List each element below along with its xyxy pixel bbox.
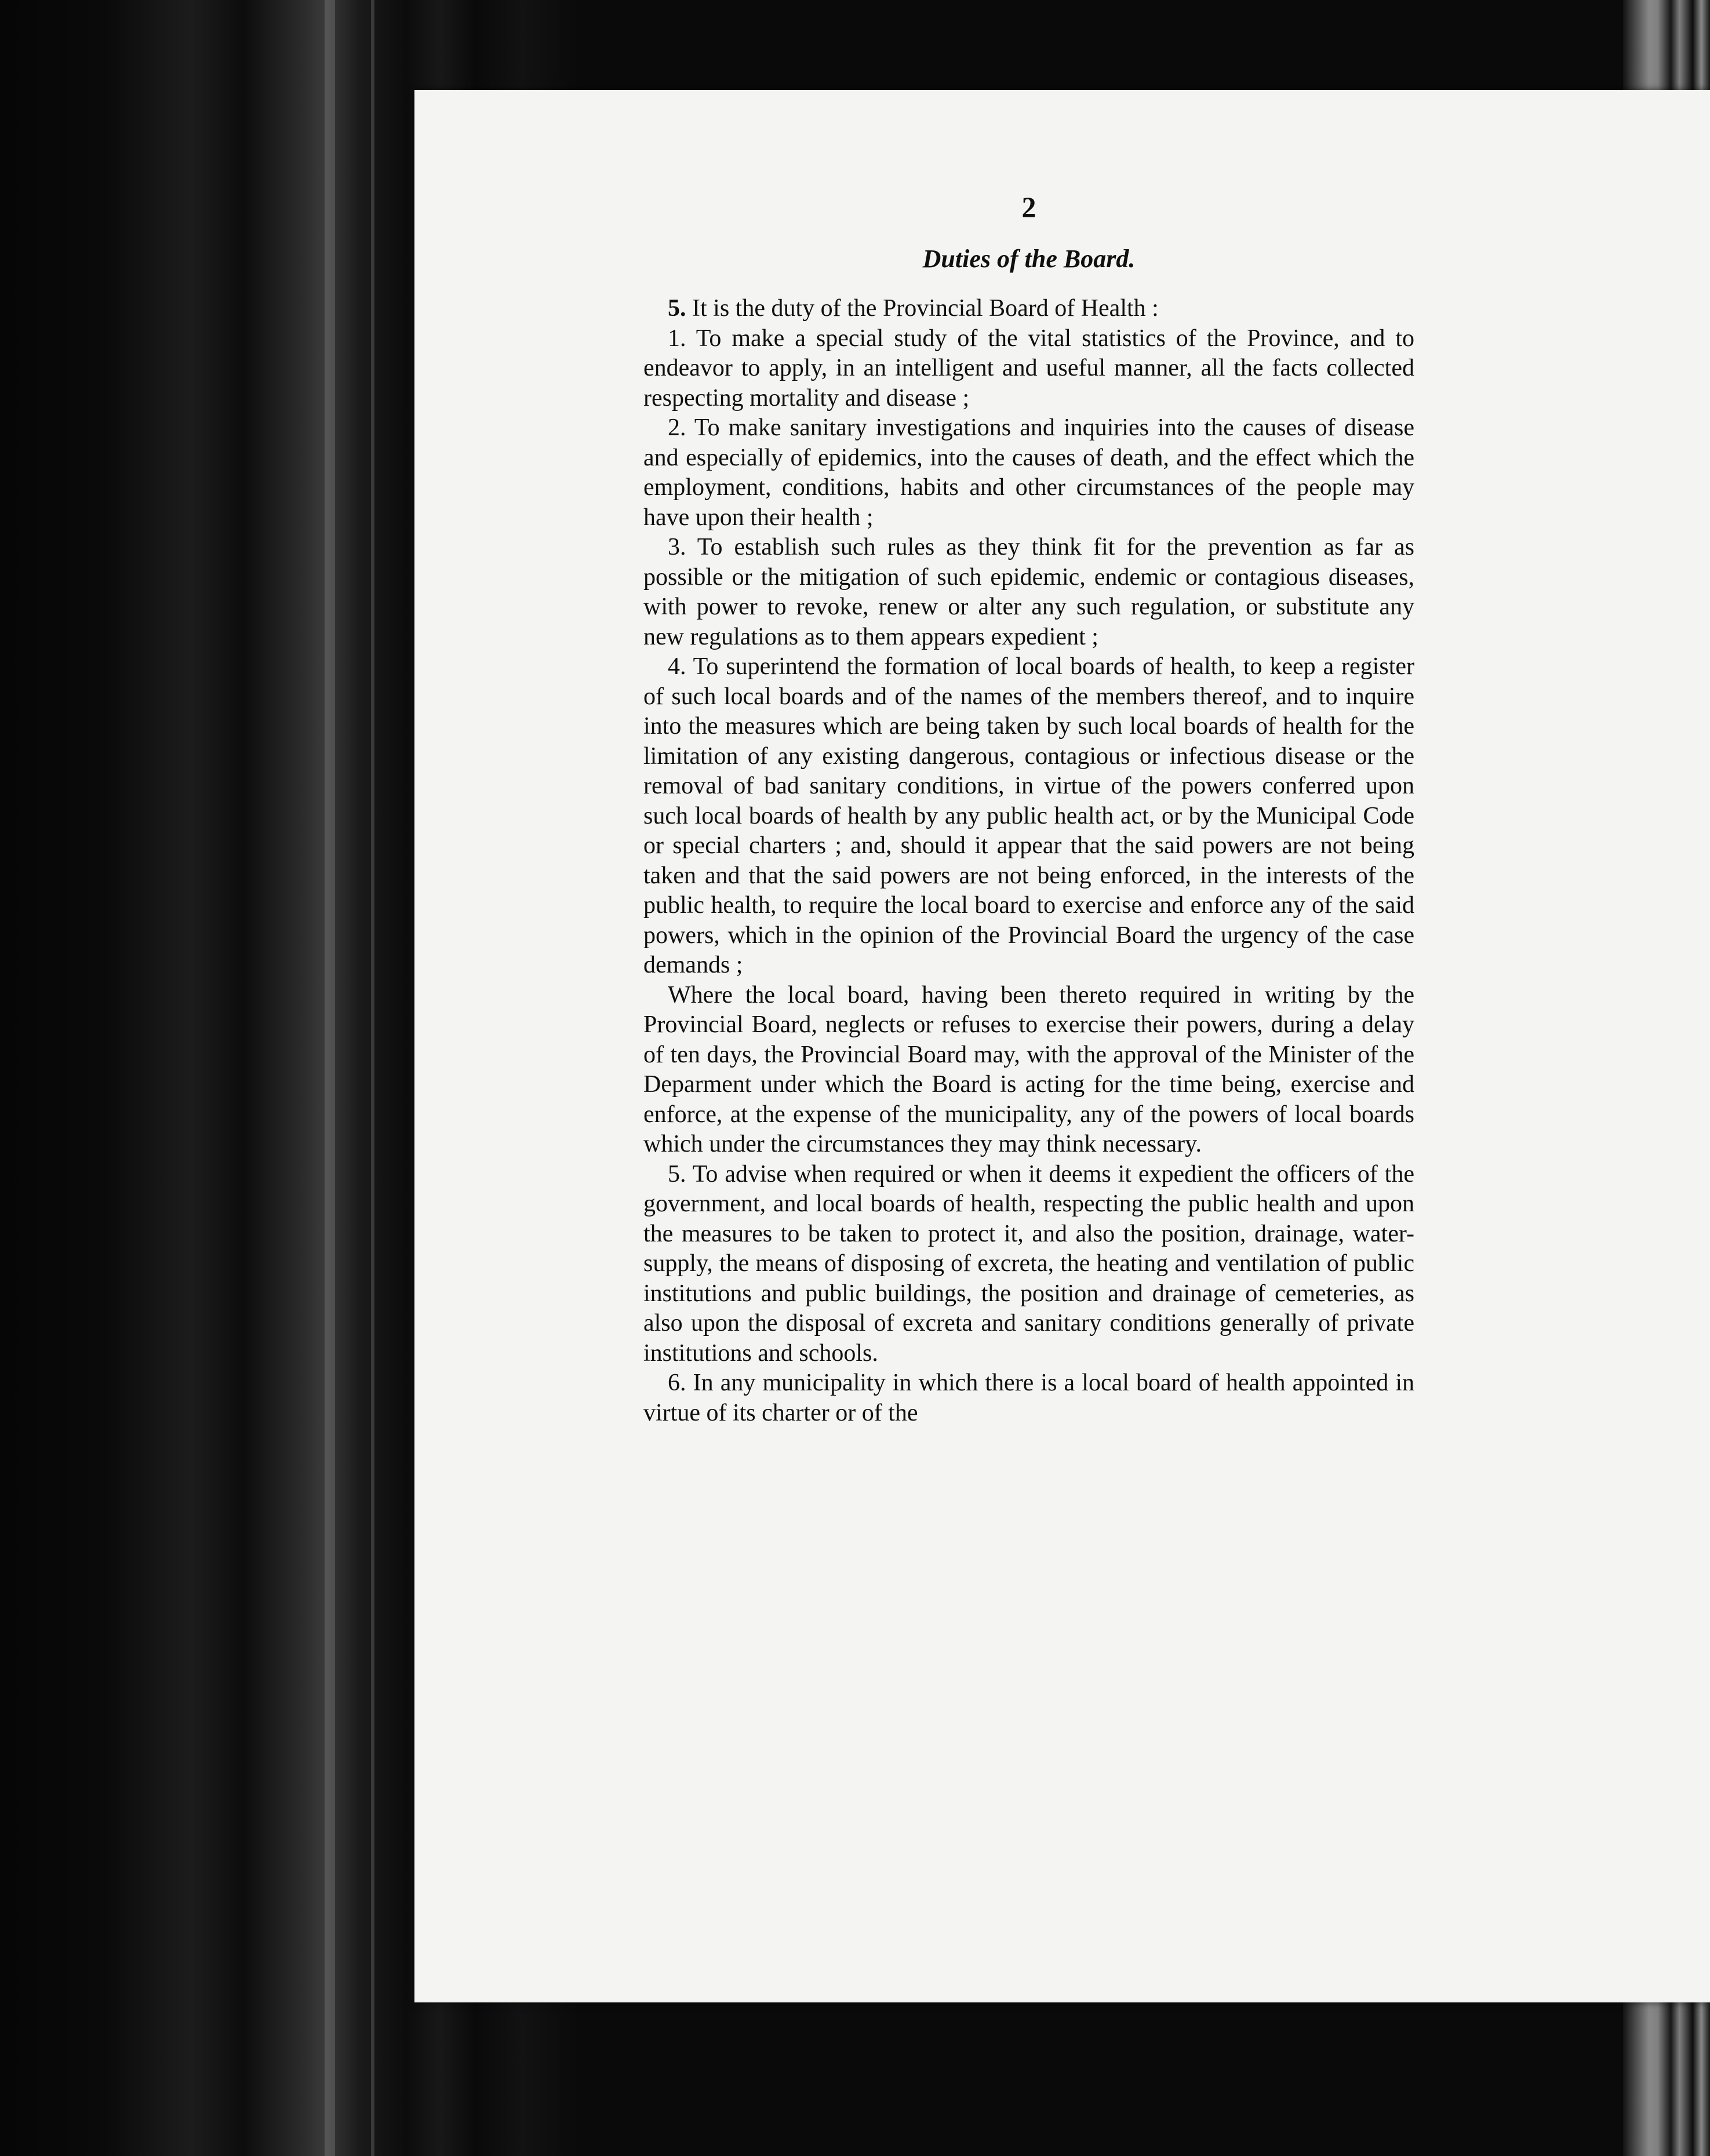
section-title: Duties of the Board. bbox=[922, 245, 1136, 273]
paragraph-text: 4. To superintend the formation of local boards of health, to keep a register of such local boards and of the names of the members thereof, and to inquire into the measures which are being taken by such local boards of health for the limitation of any existing dangerous, contagious or infectious disease or the removal of bad sanitary conditions, in virtue of the powers conferred upon such local boards of health by any public health act, or by the Municipal Code or special charters ; and, should it appear that the said powers are not being taken and that the said powers are not being enforced, in the interests of the public health, to require the local board to exercise and enforce any of the said powers, which in the opinion of the Provincial Board the urgency of the case demands ; bbox=[643, 653, 1414, 978]
paragraph-text: 2. To make sanitary investigations and inquiries into the causes of disease and especially of epidemics, into the causes of death, and the effect which the employment, conditions, habits and other circumstances of the people may have upon their health ; bbox=[643, 414, 1414, 531]
paragraph-item-6 bbox=[643, 1368, 1414, 1428]
paragraph-text: 5. To advise when required or when it deems it expedient the officers of the government, and local boards of health, respecting the public health and upon the measures to be taken to protect it, and also the position, drainage, water-supply, the means of disposing of excreta, the heating and ventilation of public institutions and public buildings, the position and drainage of cemeteries, as also upon the disposal of excreta and sanitary conditions generally of private institutions and schools. bbox=[643, 1160, 1414, 1367]
scan-streak bbox=[371, 0, 374, 2156]
paragraph-item-1 bbox=[643, 324, 1414, 414]
paragraph-where bbox=[643, 981, 1414, 1160]
document-page bbox=[414, 90, 1710, 2002]
section-number: 5. bbox=[668, 295, 686, 322]
paragraph-item-5 bbox=[643, 1160, 1414, 1369]
paragraph-item-4 bbox=[643, 652, 1414, 981]
page-number: 2 bbox=[1021, 191, 1036, 223]
scan-streak bbox=[325, 0, 335, 2156]
paragraph-text: It is the duty of the Provincial Board of Health : bbox=[686, 295, 1159, 322]
text-block bbox=[643, 188, 1414, 1428]
paragraph-section-5 bbox=[643, 294, 1414, 324]
paragraph-item-2 bbox=[643, 413, 1414, 533]
paragraph-text: Where the local board, having been thereto required in writing by the Provincial Board, neglects or refuses to exercise their powers, during a delay of ten days, the Provincial Board may, with the approval of the Minister of the Deparment under which the Board is acting for the time being, exercise and enforce, at the expense of the municipality, any of the powers of local boards which under the circumstances they may think necessary. bbox=[643, 981, 1414, 1157]
paragraph-text: 6. In any municipality in which there is a local board of health appointed in virtue of its charter or of the bbox=[643, 1370, 1414, 1426]
paragraph-item-3 bbox=[643, 533, 1414, 652]
paragraph-text: 1. To make a special study of the vital statistics of the Province, and to endeavor to apply, in an intelligent and useful manner, all the facts collected respecting mortality and disease ; bbox=[643, 325, 1414, 411]
paragraph-text: 3. To establish such rules as they think fit for the prevention as far as possible or the mitigation of such epidemic, endemic or contagious diseases, with power to revoke, renew or alter any such regulation, or substitute any new regulations as to them appears expedient ; bbox=[643, 534, 1414, 650]
